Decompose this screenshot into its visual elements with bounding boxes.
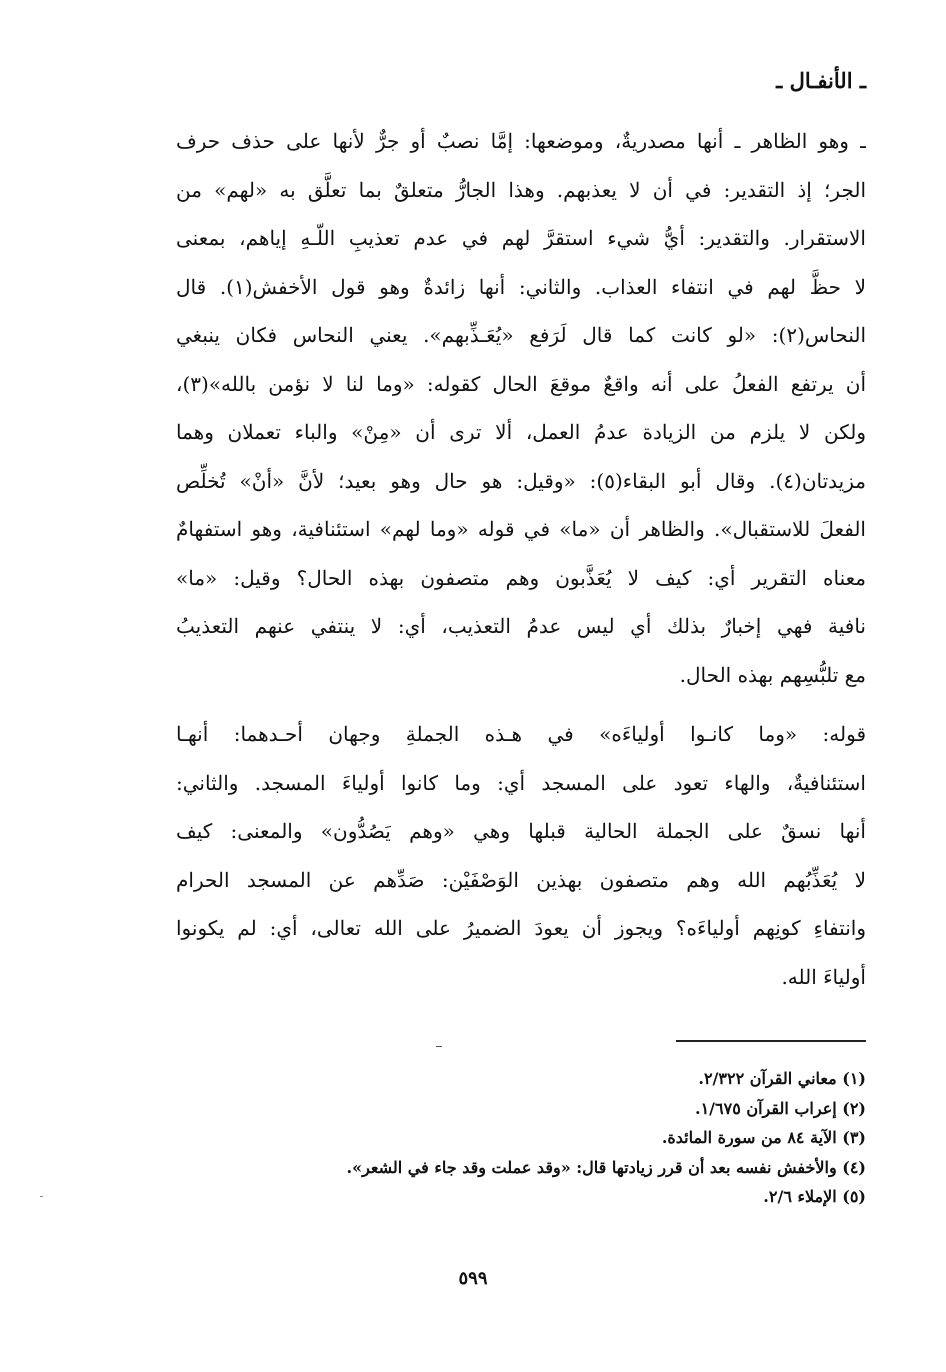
scan-mark [436,1046,442,1047]
text-line: النحاس(٢): «لو كانت كما قال لَرَفع «يُعَـذِّبهم». يعني النحاس فكان ينبغي [176,323,866,347]
footnote-item: (٣) الآية ٨٤ من سورة المائدة. [661,1128,866,1147]
text-line: استئنافيةٌ، والهاء تعود على المسجد أي: وما كانوا أولياءَ المسجد. والثاني: [176,770,866,795]
text-line: الاستقرار. والتقدير: أيُّ شيء استقرَّ لهم في عدم تعذيبِ اللّـهِ إياهم، بمعنى [176,226,866,250]
main-paragraph-1 [176,117,866,699]
footnote-divider [676,1040,866,1042]
text-line: أن يرتفع الفعلُ على أنه واقعٌ موقعَ الحال كقوله: «وما لنا لا نؤمن بالله»(٣)، [176,371,866,396]
text-line: أولياءَ الله. [781,964,866,989]
text-line: ولكن لا يلزم من الزيادة عدمُ العمل، ألا ترى أن «مِنْ» والباء تعملان وهما [176,420,866,444]
text-line: معناه التقرير أي: كيف لا يُعَذَّبون وهم متصفون بهذه الحال؟ وقيل: «ما» [176,565,866,590]
footnote-item: (٥) الإملاء ٢/٦. [763,1187,866,1206]
text-line: ـ وهو الظاهر ـ أنها مصدريةٌ، وموضعها: إمَّا نصبٌ أو جرٌّ لأنها على حذف حرف [176,129,866,153]
text-line: لا حظَّ لهم في انتفاء العذاب. والثاني: أنها زائدةٌ وهو قول الأخفش(١). قال [176,274,866,299]
text-line: وانتفاءِ كونِهم أولياءَه؟ ويجوز أن يعودَ الضميرُ على الله تعالى، أي: لم يكونوا [176,916,866,940]
text-line: أنها نسقٌ على الجملة الحالية قبلها وهي «وهم يَصُدُّون» والمعنى: كيف [176,819,866,843]
footnote-item: (٢) إعراب القرآن ١/٦٧٥. [694,1098,866,1118]
running-title: ـ الأنفـال ـ [776,68,866,93]
footnotes-list [166,1064,866,1212]
text-line: الجر؛ إذ التقدير: في أن لا يعذبهم. وهذا الجارُّ متعلقٌ بما تعلَّق به «لهم» من [176,177,866,202]
scan-mark [40,1196,43,1197]
text-line: الفعلَ للاستقبال». والظاهر أن «ما» في قوله «وما لهم» استئنافية، وهو استفهامٌ [176,517,866,541]
main-paragraph-2 [176,710,866,1001]
text-line: قوله: «وما كانـوا أولياءَه» في هـذه الجملةِ وجهان أحـدهما: أنهـا [176,722,866,746]
text-line: نافية فهي إخبارٌ بذلك أي ليس عدمُ التعذيب، أي: لا ينتفي عنهم التعذيبُ [176,614,866,638]
text-line: مع تلبُّسِهم بهذه الحال. [679,662,866,687]
text-line: مزيدتان(٤). وقال أبو البقاء(٥): «وقيل: هو حال وهو بعيد؛ لأنَّ «أنْ» تُخلِّص [176,468,866,493]
footnote-item: (١) معاني القرآن ٢/٣٢٢. [698,1069,866,1088]
footnote-item: (٤) والأخفش نفسه بعد أن قرر زيادتها قال: «وقد عملت وقد جاء في الشعر». [346,1157,866,1177]
page-number: ٥٩٩ [458,1268,488,1289]
text-line: لا يُعَذِّبُهم الله وهم متصفون بهذين الوَصْفَيْن: صَدِّهم عن المسجد الحرام [176,867,866,892]
